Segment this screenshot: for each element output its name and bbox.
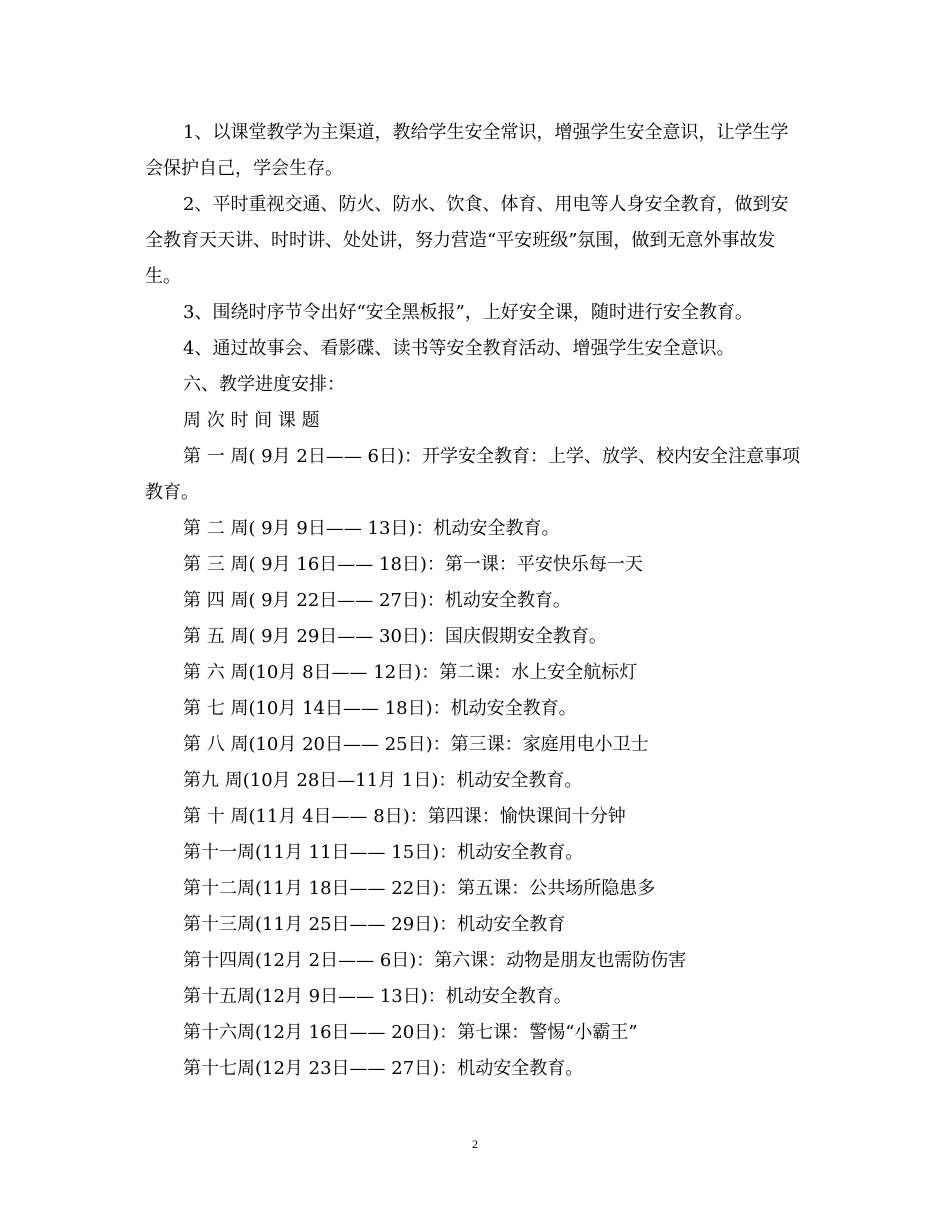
section-heading: 六、教学进度安排： [183, 374, 345, 395]
schedule-header: 周 次 时 间 课 题 [183, 410, 320, 431]
schedule-row-12: 第十二周(11月 18日—— 22日)：第五课：公共场所隐患多 [183, 878, 656, 899]
schedule-row-6: 第 六 周(10月 8日—— 12日)：第二课：水上安全航标灯 [183, 662, 638, 683]
schedule-row-16: 第十六周(12月 16日—— 20日)：第七课：警惕“小霸王” [183, 1022, 638, 1043]
document-body [145, 115, 805, 1087]
schedule-row-1: 第 一 周( 9月 2日—— 6日)：开学安全教育：上学、放学、校内安全注意事项教育。 [145, 446, 801, 503]
schedule-row-7: 第 七 周(10月 14日—— 18日)：机动安全教育。 [183, 698, 577, 719]
schedule-row-17: 第十七周(12月 23日—— 27日)：机动安全教育。 [183, 1058, 584, 1079]
schedule-row-4: 第 四 周( 9月 22日—— 27日)：机动安全教育。 [183, 590, 571, 611]
schedule-row-2: 第 二 周( 9月 9日—— 13日)：机动安全教育。 [183, 518, 560, 539]
schedule-row-5: 第 五 周( 9月 29日—— 30日)：国庆假期安全教育。 [183, 626, 607, 647]
schedule-row-11: 第十一周(11月 11日—— 15日)：机动安全教育。 [183, 842, 584, 863]
paragraph-3: 3、围绕时序节令出好“安全黑板报”，上好安全课，随时进行安全教育。 [183, 302, 753, 323]
schedule-row-3: 第 三 周( 9月 16日—— 18日)：第一课：平安快乐每一天 [183, 554, 643, 575]
schedule-row-14: 第十四周(12月 2日—— 6日)：第六课：动物是朋友也需防伤害 [183, 950, 687, 971]
paragraph-4: 4、通过故事会、看影碟、读书等安全教育活动、增强学生安全意识。 [183, 338, 735, 359]
schedule-row-8: 第 八 周(10月 20日—— 25日)：第三课：家庭用电小卫士 [183, 734, 649, 755]
schedule-row-10: 第 十 周(11月 4日—— 8日)：第四课：愉快课间十分钟 [183, 806, 626, 827]
schedule-row-13: 第十三周(11月 25日—— 29日)：机动安全教育 [183, 914, 566, 935]
schedule-row-15: 第十五周(12月 9日—— 13日)：机动安全教育。 [183, 986, 572, 1007]
schedule-row-9: 第九 周(10月 28日—11月 1日)：机动安全教育。 [183, 770, 583, 791]
paragraph-2: 2、平时重视交通、防火、防水、饮食、体育、用电等人身安全教育，做到安全教育天天讲、时时讲、处处讲，努力营造“平安班级”氛围，做到无意外事故发生。 [145, 194, 789, 287]
page-number: 2 [472, 1137, 478, 1151]
paragraph-1: 1、以课堂教学为主渠道，教给学生安全常识，增强学生安全意识，让学生学会保护自己，学会生存。 [145, 122, 789, 179]
